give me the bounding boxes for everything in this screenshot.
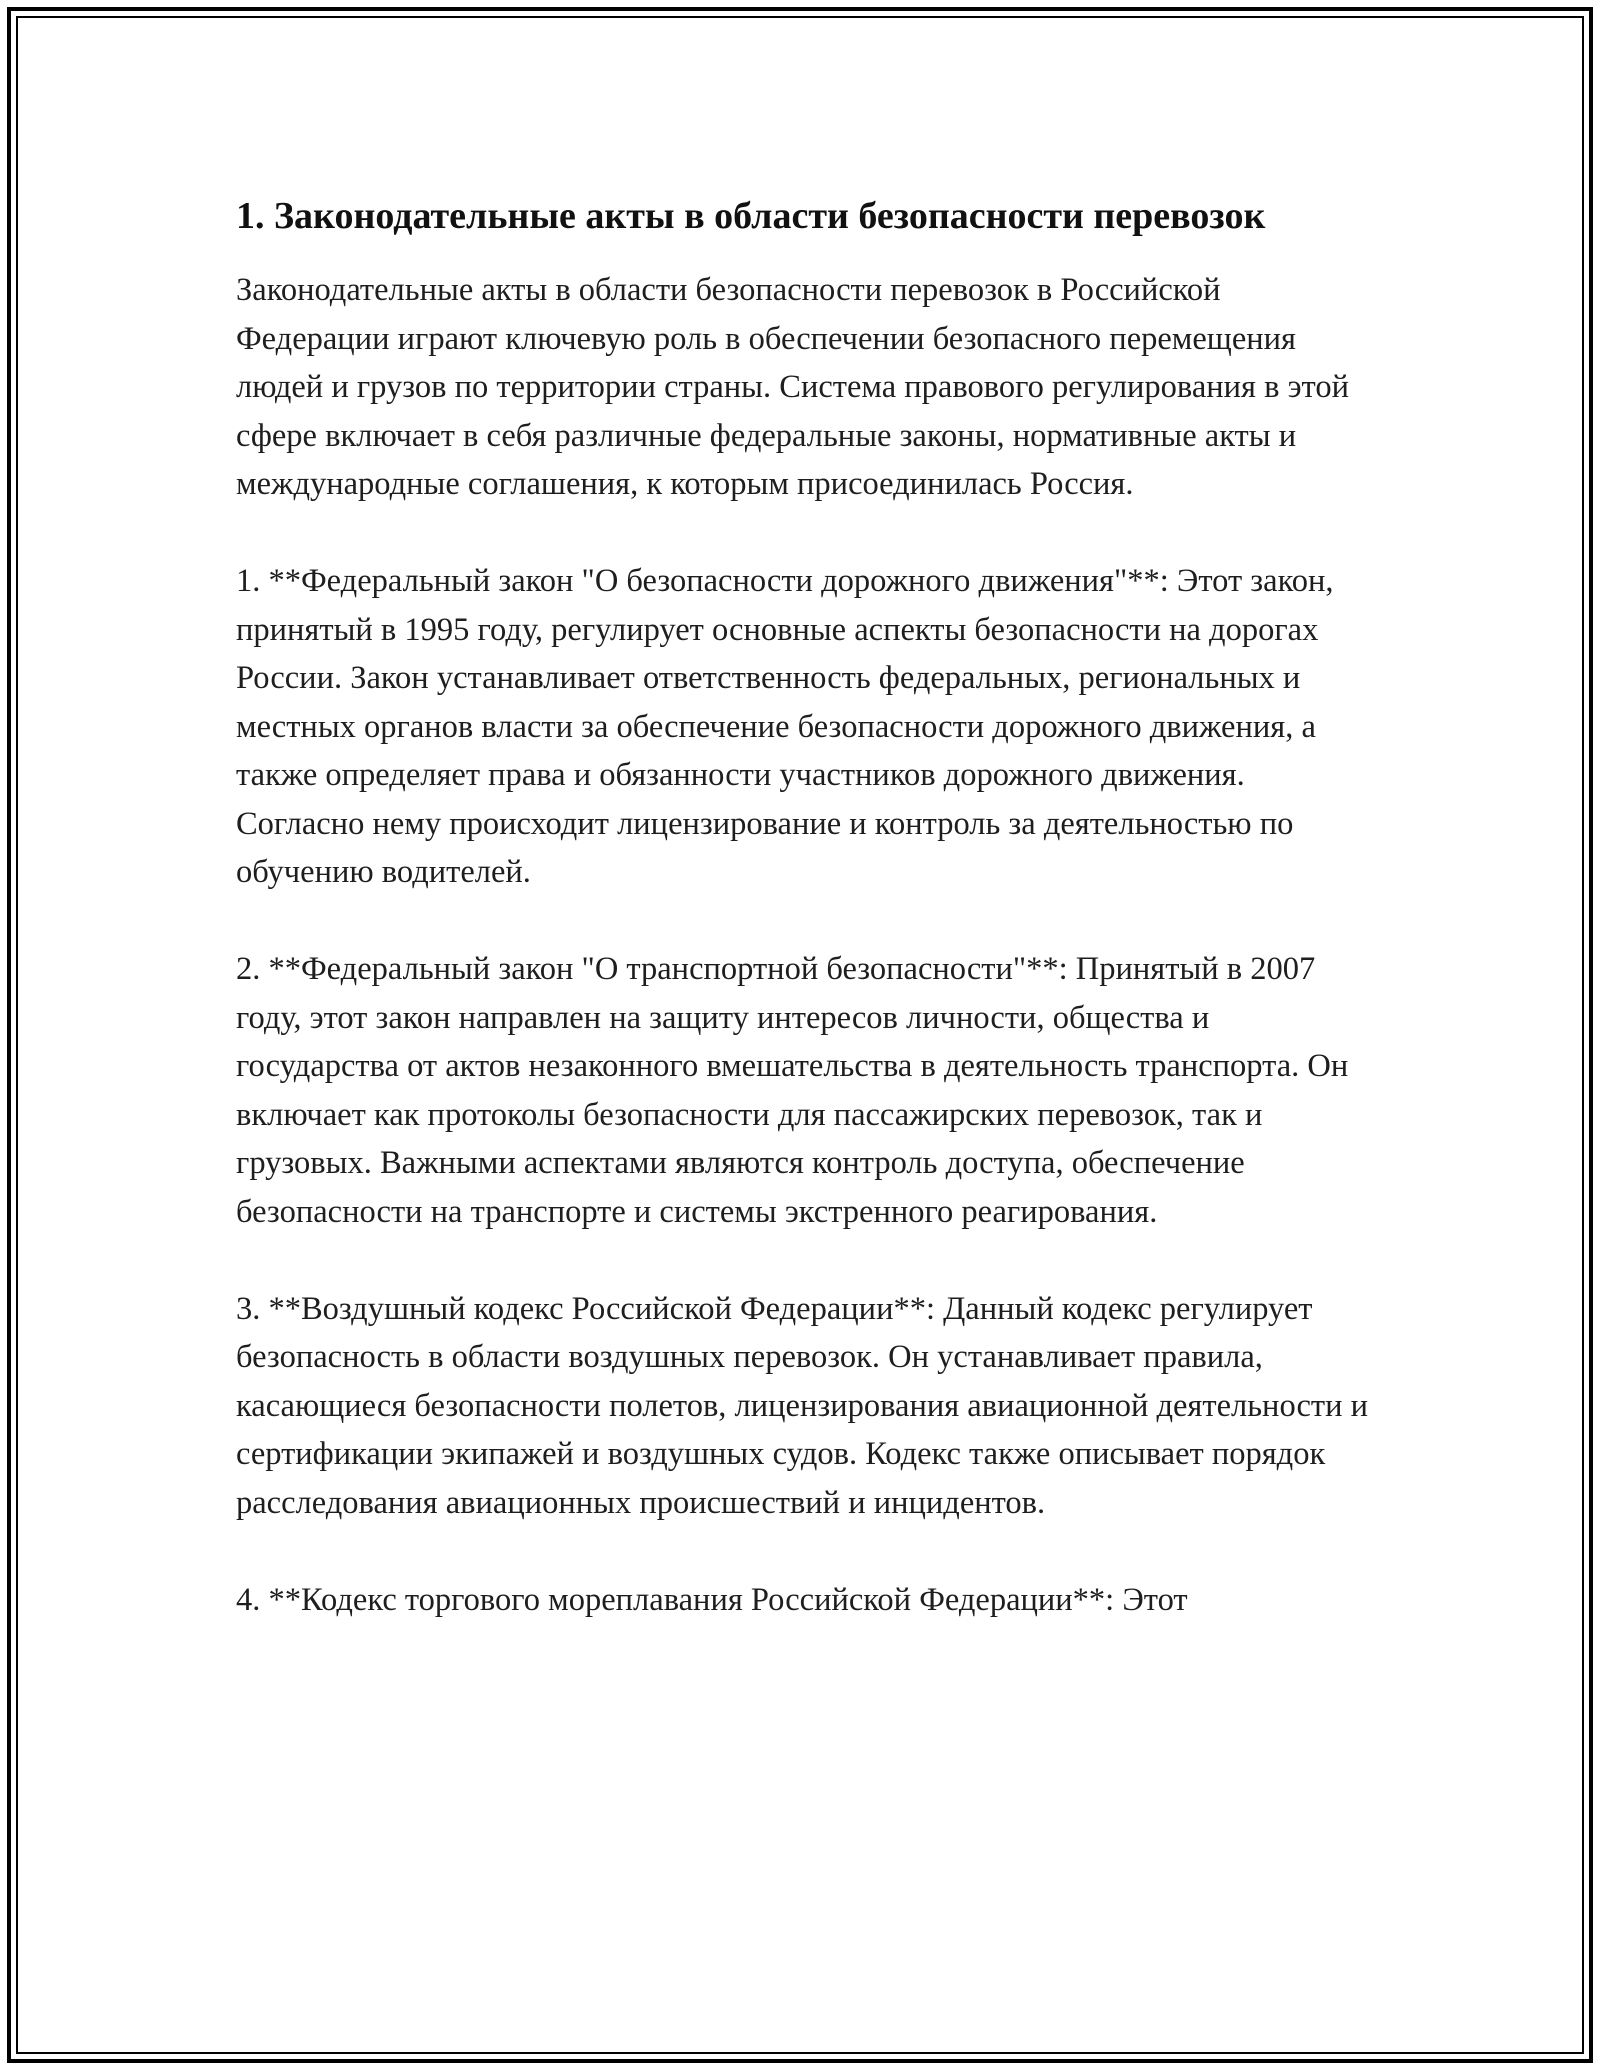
list-item-air-code: 3. **Воздушный кодекс Российской Федерации**: Данный кодекс регулирует безопасность в области воздушных перевозок. Он устанавливает правила, касающиеся безопасности полетов, лицензирования авиационной деятельности и сертификации экипажей и воздушных судов. Кодекс также описывает порядок расследования авиационных происшествий и инцидентов. <box>236 1290 1369 1521</box>
list-item-road-safety-law: 1. **Федеральный закон "О безопасности дорожного движения"**: Этот закон, принятый в 1995 году, регулирует основные аспекты безопасности на дорогах России. Закон устанавливает ответственность федеральных, региональных и местных органов власти за обеспечение безопасности дорожного движения, а также определяет права и обязанности участников дорожного движения. Согласно нему происходит лицензирование и контроль за деятельностью по обучению водителей. <box>236 563 1334 890</box>
intro-paragraph: Законодательные акты в области безопасности перевозок в Российской Федерации играют ключевую роль в обеспечении безопасного перемещения людей и грузов по территории страны. Система правового регулирования в этой сфере включает в себя различные федеральные законы, нормативные акты и международные соглашения, к которым присоединилась Россия. <box>236 272 1349 502</box>
list-item-maritime-code: 4. **Кодекс торгового мореплавания Российской Федерации**: Этот <box>236 1581 1188 1618</box>
list-item-transport-security-law: 2. **Федеральный закон "О транспортной безопасности"**: Принятый в 2007 году, этот закон направлен на защиту интересов личности, общества и государства от актов незаконного вмешательства в деятельность транспорта. Он включает как протоколы безопасности для пассажирских перевозок, так и грузовых. Важными аспектами являются контроль доступа, обеспечение безопасности на транспорте и системы экстренного реагирования. <box>236 951 1349 1230</box>
section-heading: 1. Законодательные акты в области безопасности перевозок <box>236 195 1266 237</box>
document-body <box>236 188 1376 1673</box>
